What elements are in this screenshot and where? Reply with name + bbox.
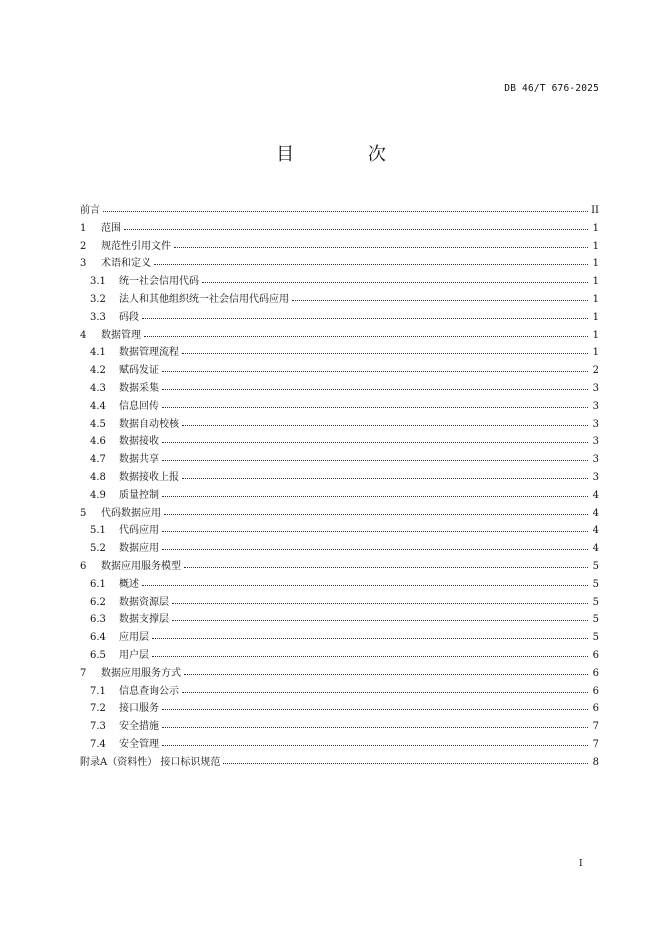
toc-entry[interactable] [80,378,599,396]
toc-entry-label: 数据自动校核 [119,418,179,430]
toc-entry[interactable] [80,698,599,716]
toc-entry[interactable] [80,431,599,449]
toc-entry-page: 3 [592,418,599,430]
toc-entry-label: 码段 [119,311,139,323]
toc-entry[interactable] [80,289,599,307]
toc-entry-number: 4.9 [90,489,106,501]
toc-entry-page: 2 [592,365,599,377]
toc-entry-label: 统一社会信用代码 [119,276,199,288]
toc-dot-leader [162,537,588,550]
toc-entry-number: 4.4 [90,400,106,412]
toc-entry-page: 1 [592,258,599,270]
toc-entry-number: 5.1 [90,525,106,537]
toc-entry-page: 1 [592,240,599,252]
toc-entry-number: 4.6 [90,436,106,448]
toc-entry[interactable] [80,645,599,663]
toc-entry-label: 数据管理 [101,329,141,341]
toc-entry-page: 1 [592,329,599,341]
toc-entry[interactable] [80,485,599,503]
toc-entry-label: 数据应用 [119,543,159,555]
toc-entry[interactable] [80,574,599,592]
toc-entry[interactable] [80,325,599,343]
toc-entry-number: 5.2 [90,543,106,555]
toc-entry-page: 1 [592,293,599,305]
toc-entry-label: 接口服务 [119,703,159,715]
toc-entry[interactable] [80,734,599,752]
toc-entry[interactable] [80,538,599,556]
toc-entry-label: 数据接收 [119,436,159,448]
toc-dot-leader [144,324,588,337]
toc-entry-number: 1 [80,222,87,234]
toc-entry[interactable] [80,236,599,254]
table-of-contents [80,200,599,770]
toc-entry-number: 6.2 [90,596,106,608]
toc-entry-label: 信息查询公示 [119,685,179,697]
toc-entry-number: 4.3 [90,382,106,394]
toc-entry-page: 3 [592,436,599,448]
toc-entry-page: 6 [592,649,599,661]
toc-entry-number: 6.4 [90,632,106,644]
toc-entry[interactable] [80,307,599,325]
toc-dot-leader [223,751,588,764]
toc-entry-label: 质量控制 [119,489,159,501]
toc-entry-label: 安全措施 [119,721,159,733]
toc-dot-leader [292,288,588,301]
toc-entry-number: 3.3 [90,311,106,323]
toc-entry-page: 7 [592,721,599,733]
toc-entry[interactable] [80,716,599,734]
toc-entry-label: 安全管理 [119,738,159,750]
toc-entry[interactable] [80,592,599,610]
toc-dot-leader [164,502,588,515]
toc-entry-page: 5 [592,578,599,590]
toc-dot-leader [162,430,588,443]
toc-entry-label: 范围 [101,222,121,234]
toc-dot-leader [154,252,588,265]
toc-entry-page: 5 [592,596,599,608]
toc-dot-leader [184,555,588,568]
toc-entry-number: 4.8 [90,471,106,483]
toc-entry-label: 数据管理流程 [119,347,179,359]
toc-entry-page: 3 [592,454,599,466]
toc-entry-label: 规范性引用文件 [101,240,171,252]
toc-title: 目 次 [276,144,420,165]
toc-entry-page: 4 [592,543,599,555]
toc-entry-page: 7 [592,738,599,750]
toc-entry-number: 7 [80,667,87,679]
toc-entry[interactable] [80,449,599,467]
toc-dot-leader [162,697,588,710]
toc-dot-leader [184,662,588,675]
toc-dot-leader [142,573,588,586]
toc-entry[interactable] [80,467,599,485]
toc-entry[interactable] [80,414,599,432]
toc-entry-number: 3 [80,258,87,270]
toc-dot-leader [162,733,588,746]
toc-entry-number: 6.3 [90,614,106,626]
toc-dot-leader [162,395,588,408]
toc-entry-number: 4.2 [90,365,106,377]
toc-dot-leader [202,270,588,283]
toc-entry[interactable] [80,681,599,699]
toc-entry[interactable] [80,752,599,770]
toc-entry[interactable] [80,520,599,538]
toc-dot-leader [182,466,588,479]
document-header-code: DB 46/T 676-2025 [504,83,599,94]
toc-entry-label: 术语和定义 [101,258,151,270]
toc-entry-page: 1 [592,222,599,234]
toc-entry-page: 3 [592,382,599,394]
toc-entry-label: 数据应用服务模型 [101,560,181,572]
toc-entry-number: 7.4 [90,738,106,750]
toc-entry-label: 信息回传 [119,400,159,412]
toc-entry-number: 7.1 [90,685,106,697]
toc-dot-leader [142,306,588,319]
toc-entry-number: 3.2 [90,293,106,305]
toc-entry-page: 3 [592,400,599,412]
toc-dot-leader [162,484,588,497]
toc-entry-label: 法人和其他组织统一社会信用代码应用 [119,293,289,305]
toc-entry-label: 数据应用服务方式 [101,667,181,679]
toc-entry-number: 4 [80,329,87,341]
toc-entry[interactable] [80,663,599,681]
toc-entry-label: 概述 [119,578,139,590]
toc-entry-label: 赋码发证 [119,365,159,377]
toc-entry-page: 4 [592,507,599,519]
toc-entry-page: 5 [592,560,599,572]
toc-dot-leader [103,199,588,212]
toc-entry[interactable] [80,503,599,521]
toc-entry-label: 代码应用 [119,525,159,537]
toc-entry-page: 1 [592,347,599,359]
toc-dot-leader [162,359,588,372]
toc-dot-leader [182,413,588,426]
toc-entry-number: 2 [80,240,87,252]
toc-entry-page: 3 [592,471,599,483]
toc-dot-leader [172,608,588,621]
toc-dot-leader [182,341,588,354]
toc-entry[interactable] [80,218,599,236]
toc-dot-leader [152,644,588,657]
toc-entry-number: 5 [80,507,87,519]
toc-dot-leader [124,217,588,230]
toc-entry-label: 数据支撑层 [119,614,169,626]
toc-entry[interactable] [80,556,599,574]
toc-entry-number: 7.2 [90,703,106,715]
toc-entry-number: 4.1 [90,347,106,359]
toc-dot-leader [182,680,588,693]
toc-entry-label: 数据资源层 [119,596,169,608]
toc-dot-leader [162,715,588,728]
toc-dot-leader [172,591,588,604]
toc-dot-leader [174,235,588,248]
toc-entry-page: 4 [592,525,599,537]
toc-entry-page: 4 [592,489,599,501]
toc-entry-number: 7.3 [90,721,106,733]
toc-entry-page: 6 [592,703,599,715]
toc-entry-label: 附录A（资料性） 接口标识规范 [80,756,221,768]
toc-entry-page: II [591,205,599,216]
toc-entry-number: 4.5 [90,418,106,430]
toc-entry[interactable] [80,609,599,627]
toc-entry-page: 1 [592,276,599,288]
toc-entry[interactable] [80,396,599,414]
toc-entry-page: 6 [592,667,599,679]
toc-entry[interactable] [80,271,599,289]
toc-entry-number: 6.5 [90,649,106,661]
toc-entry-label: 数据采集 [119,382,159,394]
toc-entry-page: 5 [592,632,599,644]
toc-entry-label: 应用层 [119,632,149,644]
toc-dot-leader [162,377,588,390]
toc-entry-label: 数据共享 [119,454,159,466]
toc-dot-leader [162,448,588,461]
toc-entry-number: 6.1 [90,578,106,590]
toc-entry-page: 1 [592,311,599,323]
toc-entry-label: 数据接收上报 [119,471,179,483]
page-number: I [579,859,583,869]
toc-dot-leader [162,519,588,532]
toc-entry[interactable] [80,627,599,645]
toc-dot-leader [152,626,588,639]
toc-entry-page: 6 [592,685,599,697]
toc-entry-number: 3.1 [90,276,106,288]
toc-entry[interactable] [80,342,599,360]
toc-entry-number: 6 [80,560,87,572]
toc-entry[interactable] [80,200,599,218]
toc-entry-number: 4.7 [90,454,106,466]
toc-entry-page: 5 [592,614,599,626]
toc-entry-label: 代码数据应用 [101,507,161,519]
toc-entry-page: 8 [592,756,599,768]
toc-entry-label: 用户层 [119,649,149,661]
toc-entry[interactable] [80,253,599,271]
toc-entry-label: 前言 [80,205,100,216]
toc-entry[interactable] [80,360,599,378]
